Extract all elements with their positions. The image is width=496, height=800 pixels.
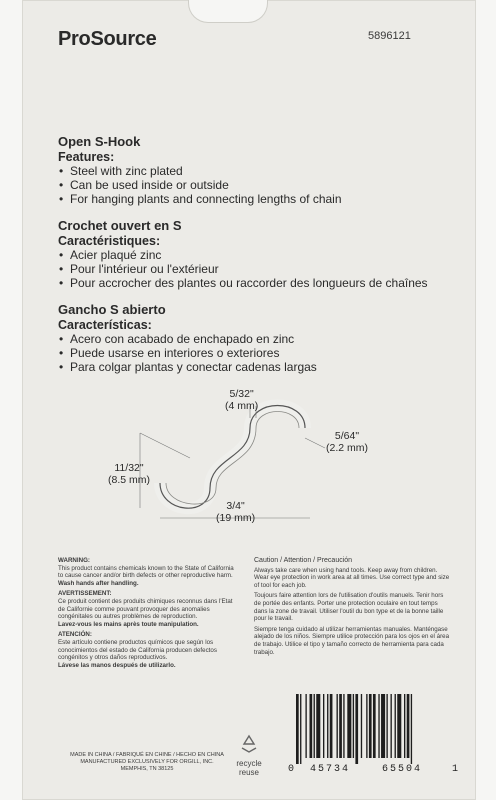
warning-fr-label: AVERTISSEMENT: <box>58 590 112 598</box>
list-item: • Puede usarse en interiores o exteriores <box>58 346 458 360</box>
french-features-list <box>58 248 458 290</box>
gap-dimension-label: 5/64" (2.2 mm) <box>326 430 368 454</box>
list-item: • Para colgar plantas y conectar cadenas largas <box>58 360 458 374</box>
spanish-features-list <box>58 332 458 374</box>
upc-digits <box>290 764 460 778</box>
warning-en: WARNING: This product contains chemicals known to the State of California to cause cancer and/or birth defects or other reproductive harm. Wash hands after handling. <box>58 557 234 587</box>
barcode-bars <box>290 692 460 764</box>
list-item: • Can be used inside or outside <box>58 178 458 192</box>
barcode-bar <box>381 694 385 758</box>
list-item: • Pour l'intérieur ou l'extérieur <box>58 262 458 276</box>
warning-en-label: WARNING: <box>58 557 90 564</box>
caution-block <box>254 557 450 659</box>
english-features-label: Features: <box>58 150 115 164</box>
caution-fr: Toujours faire attention lors de l'utilisation d'outils manuels. Tenir hors de portée des enfants. Porter une protection oculaire en tout temps dans la zone de travail. Utiliser l'outil du bon type et de la bonne taille pour le travail. <box>254 592 444 623</box>
sku-number: 5896121 <box>368 30 411 42</box>
barcode-bar <box>386 694 387 758</box>
manufacturer-info: MADE IN CHINA / FABRIQUÉ EN CHINE / HECHO EN CHINA MANUFACTURED EXCLUSIVELY FOR ORGILL, INC. MEMPHIS, TN 38125 <box>70 752 224 772</box>
prop65-warning <box>58 557 236 672</box>
french-section <box>58 218 458 290</box>
barcode-bar <box>353 694 354 758</box>
english-title: Open S-Hook <box>58 134 141 149</box>
barcode-bar <box>323 694 324 758</box>
upc-first-digit: 0 <box>288 764 295 775</box>
spanish-section <box>58 302 458 374</box>
barcode-bar <box>407 694 410 758</box>
barcode-bar <box>296 694 299 764</box>
barcode-bar <box>404 694 405 758</box>
barcode-bar <box>305 694 306 758</box>
upc-barcode <box>290 692 460 778</box>
upc-left-digits: 45734 <box>310 764 351 775</box>
barcode-bar <box>314 694 315 758</box>
barcode-bar <box>361 694 362 758</box>
height-dimension-label: 11/32" (8.5 mm) <box>108 462 150 486</box>
french-features-label: Caractéristiques: <box>58 234 161 248</box>
barcode-bar <box>337 694 338 758</box>
barcode-bar <box>391 694 392 758</box>
barcode-bar <box>339 694 342 758</box>
wire-diameter-label: 5/32" (4 mm) <box>225 388 259 412</box>
list-item: • For hanging plants and connecting lengths of chain <box>58 192 458 206</box>
barcode-bar <box>347 694 351 758</box>
caution-en: Always take care when using hand tools. Keep away from children. Wear eye protection in work area at all times. Use correct type and size of tool for each job. <box>254 566 450 589</box>
list-item: • Acero con acabado de enchapado en zinc <box>58 332 458 346</box>
barcode-bar <box>369 694 372 758</box>
english-features-list <box>58 164 458 206</box>
barcode-bar <box>343 694 344 758</box>
barcode-bar <box>310 694 313 758</box>
english-section <box>58 134 458 206</box>
length-dimension-label: 3/4" (19 mm) <box>216 500 256 524</box>
list-item: • Pour accrocher des plantes ou raccorder des longueurs de chaînes <box>58 276 458 290</box>
spanish-features-label: Características: <box>58 318 152 332</box>
list-item: • Acier plaqué zinc <box>58 248 458 262</box>
barcode-bar <box>411 694 412 764</box>
barcode-bar <box>395 694 396 758</box>
caution-label: Caution / Attention / Precaución <box>254 557 353 564</box>
upc-last-digit: 1 <box>452 764 459 775</box>
barcode-bar <box>355 694 358 764</box>
s-hook-diagram <box>100 388 400 538</box>
barcode-bar <box>397 694 401 758</box>
barcode-bar <box>316 694 320 758</box>
recycle-logo <box>232 734 266 777</box>
barcode-bar <box>330 694 333 758</box>
hang-hole <box>188 0 268 23</box>
barcode-bar <box>373 694 376 758</box>
warning-es-label: ATENCIÓN: <box>58 631 92 639</box>
barcode-bar <box>378 694 379 758</box>
spanish-title: Gancho S abierto <box>58 302 166 317</box>
recycle-label: recycle <box>236 759 262 768</box>
warning-es: ATENCIÓN: Este artículo contiene productos químicos que según los conocimientos del estado de California producen defectos congénitos y otros daños reproductivos. Lávese las manos después de utilizarlo. <box>58 631 217 669</box>
barcode-bar <box>366 694 367 758</box>
list-item: • Steel with zinc plated <box>58 164 458 178</box>
barcode-bar <box>327 694 328 758</box>
upc-right-digits: 65504 <box>382 764 423 775</box>
brand-logo: ProSource <box>58 28 157 50</box>
french-title: Crochet ouvert en S <box>58 218 182 233</box>
recycle-icon <box>238 734 260 754</box>
reuse-label: reuse <box>238 768 259 777</box>
warning-fr: AVERTISSEMENT: Ce produit contient des produits chimiques reconnus dans l'Etat de Californie comme pouvant provoquer des anomalies congénitales ou autres problèmes de reproduction. Lavez-vous les mains après toute manipulation. <box>58 590 233 628</box>
caution-es: Siempre tenga cuidado al utilizar herramientas manuales. Manténgase alejado de los niños. Siempre utilice protección para los ojos en el área de trabajo. Utilice el tipo y tamaño correcto de herramienta para cada trabajo. <box>254 625 450 656</box>
barcode-bar <box>300 694 301 764</box>
